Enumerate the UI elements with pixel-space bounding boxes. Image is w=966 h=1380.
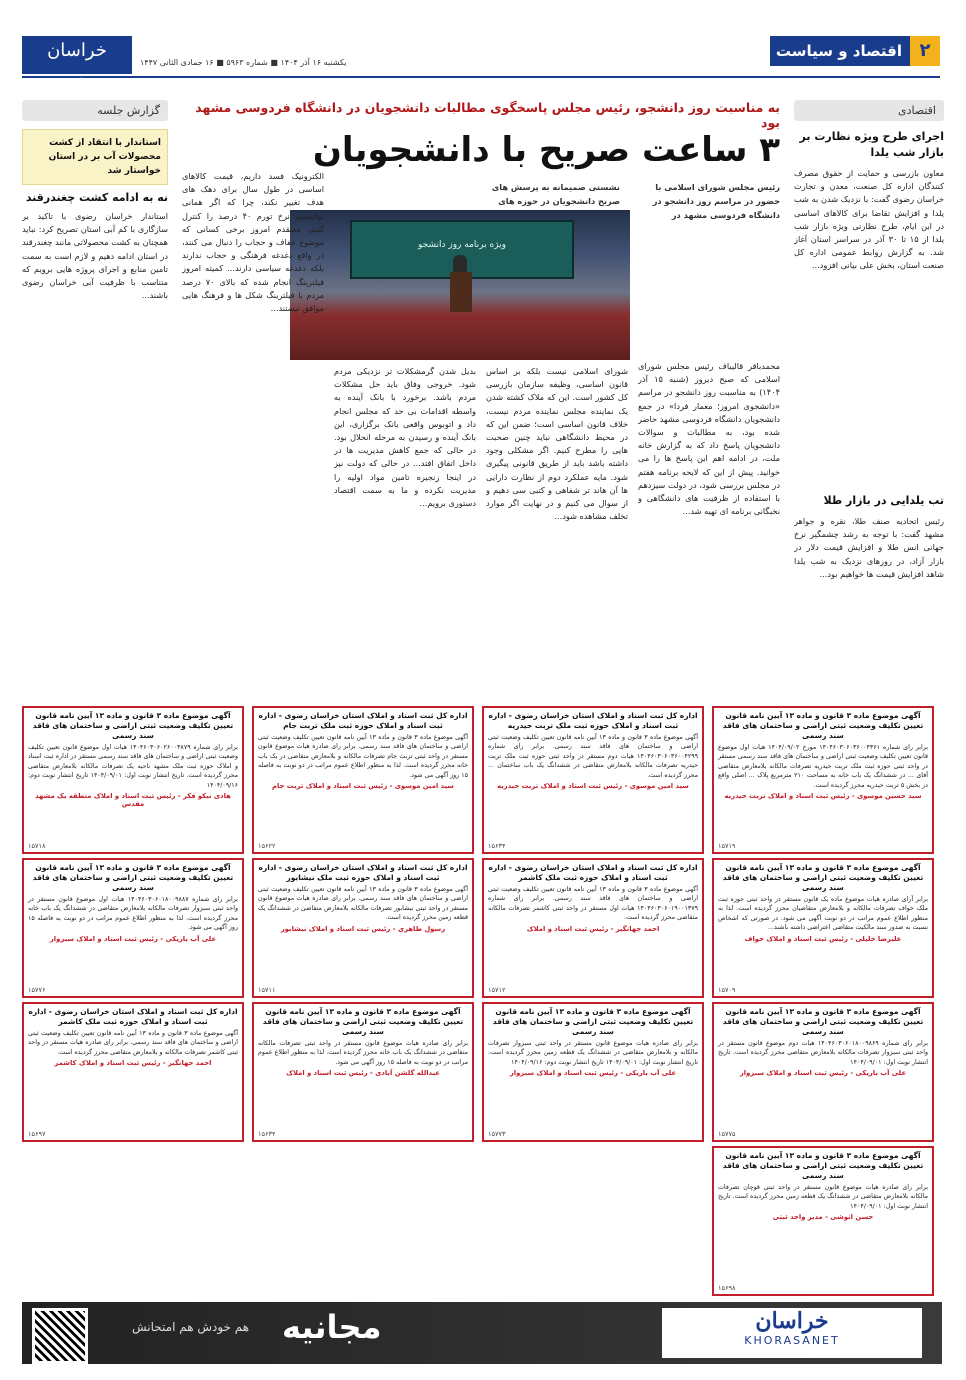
notice-body: آگهی موضوع ماده ۳ قانون و ماده ۱۳ آیین نامه قانون تعیین تکلیف وضعیت ثبتی اراضی و ساختمان های فاقد سند رسمی. برابر رای شماره ۱۴۰۴۶۰۳۰۶۰۱۹۰۰۱۳۷۹ هیات اول مستقر در واحد ثبتی کاشمر تصرفات مالکانه متقاضی محرز گردیده است. <box>488 886 698 922</box>
story-column-2: شورای اسلامی نیست بلکه بر اساس قانون اساسی، وظیفه سازمان بازرسی کل کشور است. این که ملاک کشته شدن یک نماینده مجلس نماینده مردم نیست، خلاف قانون اساسی است؛ ضمن این که در محیط دانشگاهی نباید چنین صحبت هایی را مطرح کنیم. اگر مشکلی وجود داشته باشد باید از طریق قانونی پیگیری شود. مایه عملکرد دوم از نظارت دارایی ها آن هاند تر شفاهی و کتبی سی دهیم و از سوال می کنیم و در نهایت اگر موارد تخلف مشاهده شود... <box>486 366 628 522</box>
notice-code: ۱۵۷۰۹ <box>718 986 736 994</box>
legal-notice[interactable] <box>22 858 244 998</box>
story-column-4: الکترونیک فسد داریم، قیمت کالاهای اساسی در طول سال برای دهک های هدف تغییر نکند، چرا که اگر همانی توانستیم نرخ تورم ۴۰ درصد را کنترل کنیم. معتقدم امروز برخی کسانی که موضوع عفاف و حجاب را دنبال می کنند، در واقع دغدغه فرهنگی و حجاب ندارند بلکه دغدغه سیاسی دارند... کمیته امروز فیلترینگ انجام شده که بالای ۷۰ درصد مردم با فیلترینگ شکل ها و فرهنگ هایی موافق نیستند... <box>182 171 324 314</box>
legal-notice[interactable] <box>712 706 934 854</box>
story-headline[interactable]: ۳ ساعت صریح با دانشجویان <box>312 130 780 170</box>
notice-title: آگهی موضوع ماده ۳ قانون و ماده ۱۳ آیین نامه قانون تعیین تکلیف وضعیت ثبتی اراضی و ساختمان های فاقد سند رسمی <box>722 711 924 740</box>
brand-name-en: KHORASANET <box>744 1334 840 1347</box>
notice-title: اداره کل ثبت اسناد و املاک استان خراسان رضوی - اداره ثبت اسناد و املاک حوزه ثبت ملک تربت جام <box>258 711 468 730</box>
notice-body: برابر رای شماره ۱۴۰۴۶۰۳۰۶۰۱۸۰۰۹۸۸۷ هیات اول موضوع قانون مستقر در واحد ثبتی سبزوار تصرفات مالکانه بلامعارض متقاضی در ششدانگ یک باب خانه محرز گردیده است. لذا به منظور اطلاع عموم مراتب در دو نوبت به فاصله ۱۵ روز آگهی می شود. <box>28 896 238 932</box>
podium <box>450 272 472 312</box>
notice-code: ۱۵۶۳۴ <box>488 842 506 850</box>
legal-notice[interactable] <box>482 858 704 998</box>
column-tag: اقتصادی <box>794 100 944 121</box>
newspaper-logo[interactable] <box>22 36 132 91</box>
legal-notice[interactable] <box>712 858 934 998</box>
notice-body: آگهی موضوع ماده ۳ قانون و ماده ۱۳ آیین نامه قانون تعیین تکلیف وضعیت ثبتی اراضی و ساختمان های فاقد سند رسمی. برابر رای صادره هیات موضوع قانون مستقر در واحد ثبتی تربت جام تصرفات مالکانه و بلامعارض متقاضی در یک باب خانه محرز گردیده است. لذا به منظور اطلاع عموم مراتب در دو نوبت به فاصله ۱۵ روز آگهی می شود. <box>258 734 468 779</box>
legal-notice[interactable] <box>482 706 704 854</box>
notice-code: ۱۵۷۷۶ <box>28 986 46 994</box>
banner-title: مجانیه <box>282 1308 382 1346</box>
brand-logo[interactable] <box>662 1308 922 1358</box>
notice-body: برابر رای شماره ۱۴۰۴۶۰۳۰۶۰۳۶۰۰۴۳۶۱ مورخ ۱۴۰۴/۰۹/۰۲ هیات اول موضوع قانون تعیین تکلیف وضعیت ثبتی اراضی و ساختمان های فاقد سند رسمی مستقر در واحد ثبتی حوزه ثبت ملک تربت حیدریه تصرفات مالکانه بلامعارض متقاضی آقای ... در ششدانگ یک باب خانه به مساحت ۲۱۰ مترمربع پلاک ... اصلی واقع در بخش ۵ تربت حیدریه محرز گردیده است. <box>718 744 928 789</box>
notice-signature: علی آب باریکی - رئیس ثبت اسناد و املاک سبزوار <box>739 1069 907 1078</box>
notice-code: ۱۵۶۳۴ <box>258 1130 276 1138</box>
article-body: معاون بازرسی و حمایت از حقوق مصرف کنندگان اداره کل صنعت، معدن و تجارت خراسان رضوی گفت: با نزدیک شدن به شب یلدا و افزایش تقاضا برای کالاهای اساسی در این ایام، طرح نظارتی ویژه بازار شب یلدا از ۱۵ تا ۳۰ آذر در سراسر استان آغاز شد. به گزارش روابط عمومی اداره کل صنعت استان، بخش علی بیانی افزود... <box>794 168 944 271</box>
notice-signature: سید امین موسوی - رئیس ثبت اسناد و املاک تربت جام <box>272 782 454 791</box>
notice-body: برابر رای صادره هیات موضوع قانون مستقر در واحد ثبتی قوچان تصرفات مالکانه بلامعارض متقاضی در ششدانگ یک قطعه زمین محرز گردیده است. تاریخ انتشار نوبت اول: ۱۴۰۴/۰۹/۰۱ <box>718 1184 928 1210</box>
notice-code: ۱۵۶۲۲ <box>258 842 276 850</box>
notice-title: آگهی موضوع ماده ۳ قانون و ماده ۱۳ آیین نامه قانون تعیین تکلیف وضعیت ثبتی اراضی و ساختمان های فاقد سند رسمی <box>722 1151 924 1180</box>
legal-notice[interactable] <box>252 1002 474 1142</box>
notice-code: ۱۵۷۱۱ <box>258 986 276 994</box>
date-line: یکشنبه ۱۶ آذر ۱۴۰۴ ■ شماره ۵۹۶۳ ■ ۱۶ جمادی الثانی ۱۴۴۷ <box>140 58 347 67</box>
section-header <box>770 36 940 66</box>
economic-column <box>794 100 944 700</box>
notice-signature: حسن انوشی - مدیر واحد ثبتی <box>772 1213 874 1222</box>
meeting-report-column <box>22 100 168 700</box>
story-kicker: به مناسبت روز دانشجو، رئیس مجلس پاسخگوی مطالبات دانشجویان در دانشگاه فردوسی مشهد بود <box>195 100 780 130</box>
highlight-box <box>22 129 168 185</box>
page-number: ۲ <box>910 36 940 66</box>
article-title[interactable]: اجرای طرح ویژه نظارت بر بازار شب یلدا <box>799 130 944 159</box>
legal-notice[interactable] <box>252 706 474 854</box>
section-title: اقتصاد و سیاست <box>775 42 902 60</box>
notice-title: آگهی موضوع ماده ۳ قانون و ماده ۱۳ آیین نامه قانون تعیین تکلیف وضعیت ثبتی اراضی و ساختمان های فاقد سند رسمی <box>492 1007 694 1036</box>
legal-notice[interactable] <box>482 1002 704 1142</box>
notice-title: آگهی موضوع ماده ۳ قانون و ماده ۱۳ آیین نامه قانون تعیین تکلیف وضعیت ثبتی اراضی و ساختمان های فاقد سند رسمی <box>722 863 924 892</box>
column-tag: گزارش جلسه <box>22 100 168 121</box>
notice-code: ۱۵۷۱۹ <box>718 842 736 850</box>
article-body: رئیس اتحادیه صنف طلا، نقره و جواهر مشهد گفت: با توجه به رشد چشمگیر نرخ جهانی انس طلا و افزایش قیمت دلار در بازار آزاد، در روزهای نزدیک به شب یلدا شاهد افزایش قیمت ها خواهیم بود... <box>794 516 944 579</box>
brand-name: خراسان <box>755 1308 829 1334</box>
notice-code: ۱۵۷۱۲ <box>488 986 506 994</box>
notice-signature: احمد جهانگیر - رئیس ثبت اسناد و املاک <box>526 924 660 933</box>
notice-title: اداره کل ثبت اسناد و املاک استان خراسان رضوی - اداره ثبت اسناد و املاک حوزه ثبت ملک کاشمر <box>488 863 698 882</box>
notice-title: اداره کل ثبت اسناد و املاک استان خراسان رضوی - اداره ثبت اسناد و املاک حوزه ثبت ملک کاشمر <box>28 1007 238 1026</box>
notice-body: برابر آرای صادره هیات موضوع ماده یک قانون مستقر در واحد ثبتی حوزه ثبت ملک خواف تصرفات مالکانه و بلامعارض متقاضیان محرز گردیده است. لذا به منظور اطلاع عموم مراتب در دو نوبت آگهی می شود. در صورتی که اشخاص نسبت به صدور سند مالکیت متقاضی اعتراضی داشته باشند... <box>718 896 928 932</box>
main-story <box>180 100 780 700</box>
notice-signature: عبدالله گلشن آبادی - رئیس ثبت اسناد و املاک <box>286 1069 440 1078</box>
notice-body: برابر رای شماره ۱۴۰۴۶۰۳۰۶۰۲۶۰۰۳۸۷۹ هیات اول موضوع قانون تعیین تکلیف وضعیت ثبتی اراضی و ساختمان های فاقد سند رسمی مستقر در اداره ثبت اسناد و املاک حوزه ثبت ملک مشهد ناحیه یک تصرفات مالکانه بلامعارض متقاضی محرز گردیده است. تاریخ انتشار نوبت اول: ۱۴۰۴/۰۹/۰۱ تاریخ انتشار نوبت دوم: ۱۴۰۴/۰۹/۱۶ <box>28 744 238 789</box>
notice-signature: علیرضا خلیلی - رئیس ثبت اسناد و املاک خواف <box>744 934 902 943</box>
notice-code: ۱۵۷۷۵ <box>718 1130 736 1138</box>
story-lead: رئیس مجلس شورای اسلامی با حضور در مراسم روز دانشجو در دانشگاه فردوسی مشهد در <box>652 182 780 220</box>
article-title[interactable]: نه به ادامه کشت چغندرقند <box>25 191 168 204</box>
notice-title: آگهی موضوع ماده ۳ قانون و ماده ۱۳ آیین نامه قانون تعیین تکلیف وضعیت ثبتی اراضی و ساختمان های فاقد سند رسمی <box>262 1007 464 1036</box>
page-header <box>22 36 940 91</box>
logo-text: خراسان رضوی <box>47 40 107 91</box>
notice-body: برابر رای صادره هیات موضوع قانون مستقر در واحد ثبتی تصرفات مالکانه متقاضی در ششدانگ یک باب خانه محرز گردیده است. لذا به منظور اطلاع عموم مراتب در دو نوبت به فاصله ۱۵ روز آگهی می شود. <box>258 1040 468 1066</box>
notice-body: آگهی موضوع ماده ۳ قانون و ماده ۱۳ آیین نامه قانون تعیین تکلیف وضعیت ثبتی اراضی و ساختمان های فاقد سند رسمی. برابر رای صادره هیات مستقر در واحد ثبتی کاشمر تصرفات مالکانه و بلامعارض متقاضی محرز گردیده است. <box>28 1030 238 1056</box>
legal-notice[interactable] <box>712 1002 934 1142</box>
screen-caption: ویژه برنامه روز دانشجو <box>417 240 507 250</box>
notice-signature: سید امین موسوی - رئیس ثبت اسناد و املاک تربت حیدریه <box>497 782 689 791</box>
legal-notice[interactable] <box>712 1146 934 1296</box>
notice-body: برابر رای شماره ۱۴۰۴۶۰۳۰۶۰۱۸۰۰۹۸۶۹ هیات دوم موضوع قانون مستقر در واحد ثبتی سبزوار تصرفات مالکانه بلامعارض متقاضی محرز گردیده است. تاریخ انتشار نوبت اول: ۱۴۰۴/۰۹/۰۱ <box>718 1040 928 1066</box>
notice-title: آگهی موضوع ماده ۳ قانون و ماده ۱۳ آیین نامه قانون تعیین تکلیف وضعیت ثبتی اراضی و ساختمان های فاقد سند رسمی <box>32 711 234 740</box>
story-photo[interactable] <box>290 210 630 360</box>
notice-code: ۱۵۶۹۷ <box>28 1130 46 1138</box>
notice-signature: علی آب باریکی - رئیس ثبت اسناد و املاک سبزوار <box>49 934 217 943</box>
notice-body: برابر رای صادره هیات موضوع قانون مستقر در واحد ثبتی سبزوار تصرفات مالکانه و بلامعارض متقاضی در ششدانگ یک قطعه زمین محرز گردیده است. تاریخ انتشار نوبت اول: ۱۴۰۴/۰۹/۰۱ تاریخ انتشار نوبت دوم: ۱۴۰۴/۰۹/۱۶ <box>488 1040 698 1066</box>
legal-notice[interactable] <box>252 858 474 998</box>
notice-title: اداره کل ثبت اسناد و املاک استان خراسان رضوی - اداره ثبت اسناد و املاک حوزه ثبت ملک تربت حیدریه <box>488 711 698 730</box>
notice-title: اداره کل ثبت اسناد و املاک استان خراسان رضوی - اداره ثبت اسناد و املاک حوزه ثبت ملک نیشابور <box>258 863 468 882</box>
notice-code: ۱۵۷۷۳ <box>488 1130 506 1138</box>
story-column-3: بدیل شدن گرمشکلات تر نزدیکی مردم شود. خروجی وفاق باید حل مشکلات مردم باشد. برخورد با بانک آینده به واسطه اقدامات بی حد که مجلس انجام داد و اتوبوس واقعی بانک برگزاری، این بانک آینده و رسیدن به مرحله انحلال بود. در حالی که جمع کاهش مدیریت ها در داخل اتفاق افتد... در حالی که دولت نیز در اینجا زنجیره تامین مواد اولیه را مدیریت نکرده و ما به سمت اقتصاد دستوری برویم... <box>334 366 476 509</box>
notice-signature: سید حسین موسوی - رئیس ثبت اسناد و املاک تربت حیدریه <box>724 792 922 801</box>
notice-signature: احمد جهانگیر - رئیس ثبت اسناد و املاک کاشمر <box>54 1059 212 1068</box>
notice-title: آگهی موضوع ماده ۳ قانون و ماده ۱۳ آیین نامه قانون تعیین تکلیف وضعیت ثبتی اراضی و ساختمان های فاقد سند رسمی <box>722 1007 924 1036</box>
story-column-1: محمدباقر قالیباف رئیس مجلس شورای اسلامی که صبح دیروز (شنبه ۱۵ آذر ۱۴۰۴) به مناسبت روز دانشجو در مراسم «دانشجوی امروز؛ معمار فردا» در جمع دانشجویان دانشگاه فردوسی مشهد حاضر شده بود، به مطالبات و سوالات دانشجویان پاسخ داد که به گزارش خانه ملت، در ادامه اهم این پاسخ ها را می خوانید. پیش از این که لایحه برنامه هفتم در مجلس بررسی شود، در دولت سیزدهم با استفاده از ظرفیت های دانشگاهی و نخبگانی برنامه ای تهیه شد... <box>638 361 780 517</box>
notice-body: آگهی موضوع ماده ۳ قانون و ماده ۱۳ آیین نامه قانون تعیین تکلیف وضعیت ثبتی اراضی و ساختمان های فاقد سند رسمی. برابر رای صادره هیات موضوع قانون مستقر در واحد ثبتی نیشابور تصرفات مالکانه بلامعارض متقاضی در ششدانگ یک قطعه زمین محرز گردیده است. <box>258 886 468 922</box>
highlight-text: استاندار با انتقاد از کشت محصولات آب بر در استان خواستار شد <box>48 138 161 176</box>
legal-notice[interactable] <box>22 1002 244 1142</box>
notice-signature: علی آب باریکی - رئیس ثبت اسناد و املاک سبزوار <box>509 1069 677 1078</box>
notice-title: آگهی موضوع ماده ۳ قانون و ماده ۱۳ آیین نامه قانون تعیین تکلیف وضعیت ثبتی اراضی و ساختمان های فاقد سند رسمی <box>32 863 234 892</box>
article-title[interactable]: تب یلدایی در بازار طلا <box>823 494 944 507</box>
qr-code-icon[interactable] <box>32 1308 88 1364</box>
notice-body: آگهی موضوع ماده ۳ قانون و ماده ۱۳ آیین نامه قانون تعیین تکلیف وضعیت ثبتی اراضی و ساختمان های فاقد سند رسمی. برابر رای شماره ۱۴۰۴۶۰۳۰۶۰۳۶۰۰۴۲۹۹ هیات دوم مستقر در واحد ثبتی حوزه ثبت ملک تربت حیدریه تصرفات مالکانه بلامعارض متقاضی در ششدانگ یک باب ساختمان ... محرز گردیده است. <box>488 734 698 779</box>
banner-subtitle: هم خودش هم امتحانش <box>132 1320 250 1334</box>
notice-signature: هادی نیکو فکر - رئیس ثبت اسناد و املاک منطقه یک مشهد مقدس <box>35 792 231 809</box>
promo-banner[interactable] <box>22 1302 942 1364</box>
notice-signature: رسول طاهری - رئیس ثبت اسناد و املاک نیشابور <box>280 924 446 933</box>
article-body: استاندار خراسان رضوی با تاکید بر سازگاری با کم آبی استان تصریح کرد: نباید همچنان به کشت محصولاتی مانند چغندرقند در استان ادامه دهیم و لازم است به سمت تامین منابع و اجرای پروژه هایی برویم که متناسب با ظرفیت آبی خراسان رضوی باشند... <box>22 211 168 301</box>
story-lead: نشستی صمیمانه به پرسش های صریح دانشجویان در حوزه های <box>491 182 620 206</box>
legal-notice[interactable] <box>22 706 244 854</box>
notice-code: ۱۵۶۹۸ <box>718 1284 736 1292</box>
notice-code: ۱۵۷۱۸ <box>28 842 46 850</box>
speaker-figure <box>453 255 467 273</box>
